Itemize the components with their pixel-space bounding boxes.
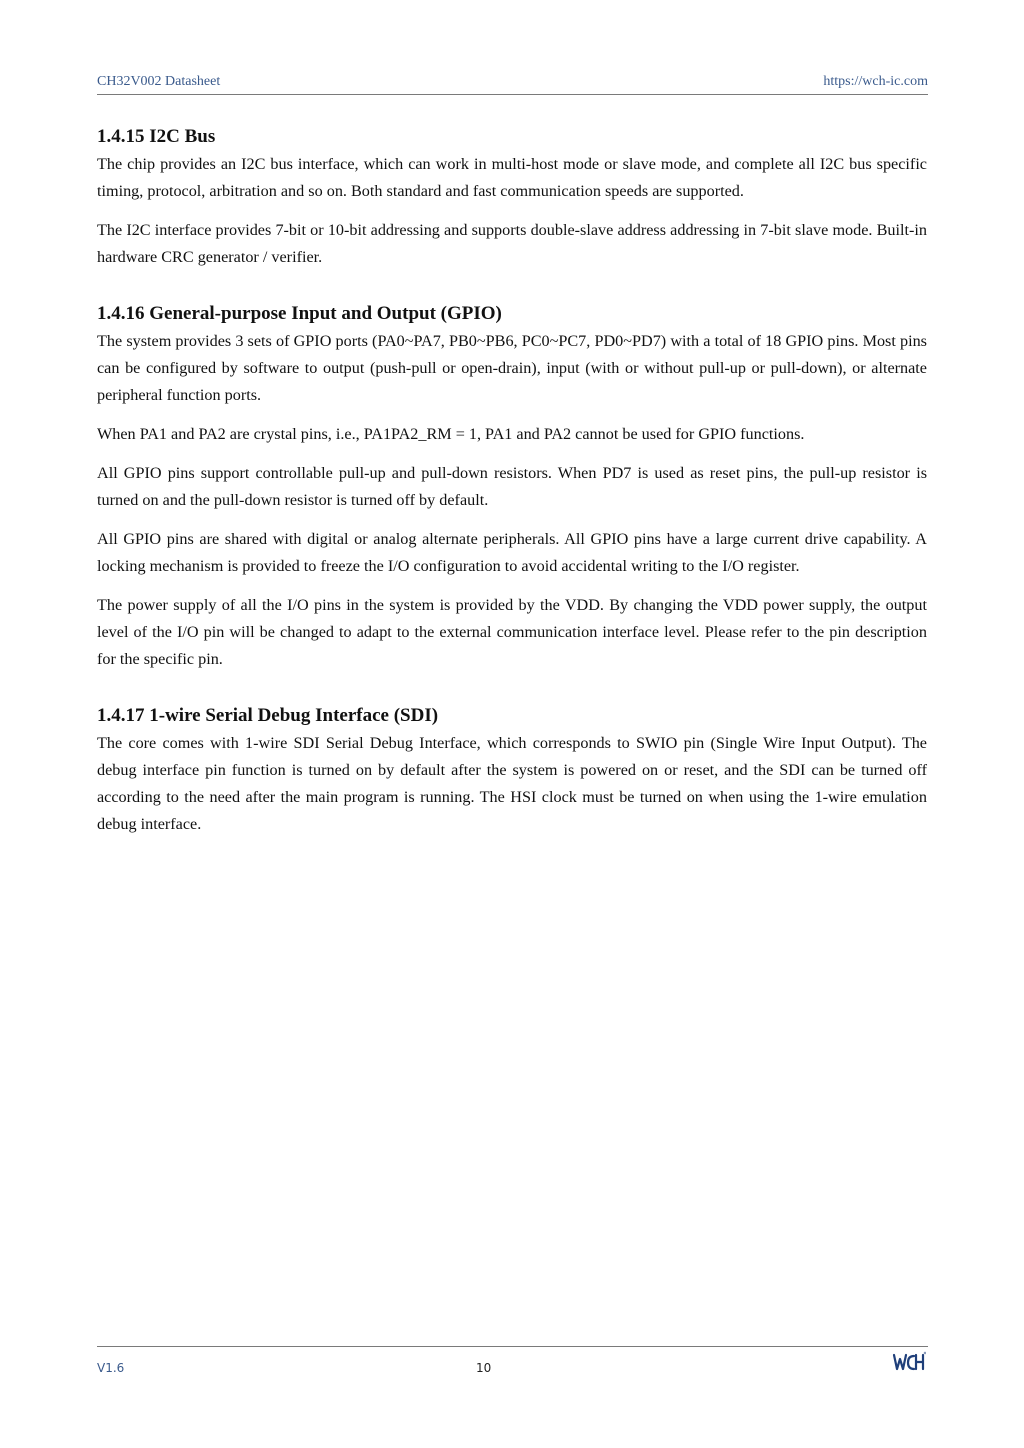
paragraph: The I2C interface provides 7-bit or 10-bit addressing and supports double-slave address addressing in 7-bit slave mode. Built-in hardware CRC generator / verifier. xyxy=(97,221,927,266)
section-i2c-bus xyxy=(97,124,927,271)
paragraph: All GPIO pins are shared with digital or analog alternate peripherals. All GPIO pins have a large current drive capability. A locking mechanism is provided to freeze the I/O configuration to avoid accidental writing to the I/O register. xyxy=(97,530,927,575)
paragraph: The power supply of all the I/O pins in the system is provided by the VDD. By changing the VDD power supply, the output level of the I/O pin will be changed to adapt to the external communication interface level. Please refer to the pin description for the specific pin. xyxy=(97,596,927,668)
page-number: 10 xyxy=(476,1361,492,1375)
page-header xyxy=(97,72,928,95)
paragraph: The system provides 3 sets of GPIO ports (PA0~PA7, PB0~PB6, PC0~PC7, PD0~PD7) with a total of 18 GPIO pins. Most pins can be configured by software to output (push-pull or open-drain), input (with or without pull-up or pull-down), or alternate peripheral function ports. xyxy=(97,332,927,404)
section-heading: 1.4.15 I2C Bus xyxy=(97,126,216,147)
wch-logo-icon xyxy=(892,1351,926,1373)
page-content xyxy=(97,124,927,838)
section-gpio xyxy=(97,301,927,673)
paragraph: All GPIO pins support controllable pull-up and pull-down resistors. When PD7 is used as reset pins, the pull-up resistor is turned on and the pull-down resistor is turned off by default. xyxy=(97,464,927,509)
paragraph: When PA1 and PA2 are crystal pins, i.e., PA1PA2_RM = 1, PA1 and PA2 cannot be used for GPIO functions. xyxy=(97,425,805,443)
page-footer xyxy=(97,1346,928,1377)
section-heading: 1.4.17 1-wire Serial Debug Interface (SDI) xyxy=(97,705,439,726)
paragraph: The chip provides an I2C bus interface, which can work in multi-host mode or slave mode, and complete all I2C bus specific timing, protocol, arbitration and so on. Both standard and fast communication speeds are supported. xyxy=(97,155,927,200)
header-url-link[interactable]: https://wch-ic.com xyxy=(823,74,928,89)
paragraph: The core comes with 1-wire SDI Serial Debug Interface, which corresponds to SWIO pin (Single Wire Input Output). The debug interface pin function is turned on by default after the system is powered on or reset, and the SDI can be turned off according to the need after the main program is running. The HSI clock must be turned on when using the 1-wire emulation debug interface. xyxy=(97,734,927,833)
version-label: V1.6 xyxy=(97,1361,125,1375)
section-sdi xyxy=(97,703,927,838)
document-title: CH32V002 Datasheet xyxy=(97,74,221,89)
section-heading: 1.4.16 General-purpose Input and Output (GPIO) xyxy=(97,303,502,324)
